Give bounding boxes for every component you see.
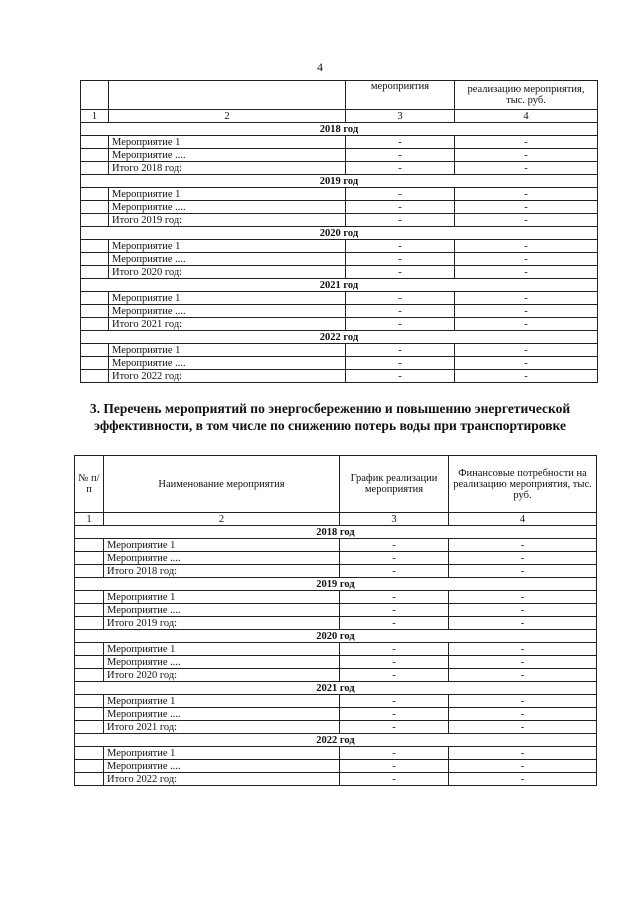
- cell-name: Итого 2019 год:: [104, 617, 340, 630]
- cell-name: Мероприятие ....: [104, 552, 340, 565]
- year-label: 2021 год: [75, 682, 597, 695]
- table-row: [81, 292, 598, 305]
- cell-number: [75, 539, 104, 552]
- cell-c3: -: [340, 747, 449, 760]
- cell-c3: -: [346, 305, 455, 318]
- cell-c4: -: [455, 188, 598, 201]
- cell-c3: -: [340, 552, 449, 565]
- cell-name: Мероприятие ....: [104, 604, 340, 617]
- table-row: [75, 695, 597, 708]
- column-number: 2: [109, 110, 346, 123]
- cell-name: Мероприятие 1: [104, 591, 340, 604]
- cell-name: Итого 2021 год:: [109, 318, 346, 331]
- cell-c4: -: [449, 669, 597, 682]
- column-number-row: [75, 513, 597, 526]
- table-row: [75, 643, 597, 656]
- table-row: [75, 617, 597, 630]
- cell-c4: -: [449, 643, 597, 656]
- cell-number: [75, 656, 104, 669]
- column-number: 1: [75, 513, 104, 526]
- cell-number: [75, 643, 104, 656]
- cell-name: Мероприятие 1: [109, 240, 346, 253]
- cell-name: Мероприятие 1: [109, 344, 346, 357]
- cell-name: Мероприятие ....: [109, 305, 346, 318]
- year-row: [75, 682, 597, 695]
- table-row: [75, 760, 597, 773]
- year-row: [81, 331, 598, 344]
- cell-name: Мероприятие ....: [104, 708, 340, 721]
- cell-number: [81, 136, 109, 149]
- cell-name: Мероприятие ....: [104, 760, 340, 773]
- table-row: [81, 214, 598, 227]
- table-row: [81, 149, 598, 162]
- cell-number: [81, 149, 109, 162]
- cell-c4: -: [455, 370, 598, 383]
- cell-c4: -: [455, 162, 598, 175]
- cell-c4: -: [455, 214, 598, 227]
- cell-name: Мероприятие 1: [104, 747, 340, 760]
- table-row: [81, 162, 598, 175]
- cell-name: Мероприятие ....: [109, 357, 346, 370]
- cell-c4: -: [449, 539, 597, 552]
- year-label: 2022 год: [75, 734, 597, 747]
- year-label: 2018 год: [75, 526, 597, 539]
- cell-c4: -: [455, 318, 598, 331]
- year-row: [81, 123, 598, 136]
- cell-name: Мероприятие 1: [109, 292, 346, 305]
- cell-c3: -: [340, 604, 449, 617]
- cell-name: Мероприятие 1: [104, 643, 340, 656]
- column-number: 3: [346, 110, 455, 123]
- cell-c3: -: [340, 721, 449, 734]
- table-row: [75, 773, 597, 786]
- year-row: [75, 630, 597, 643]
- header-cell: мероприятия: [346, 81, 455, 110]
- year-row: [75, 578, 597, 591]
- table-row: [75, 591, 597, 604]
- cell-c4: -: [455, 344, 598, 357]
- year-row: [81, 227, 598, 240]
- cell-c4: -: [449, 773, 597, 786]
- table-row: [75, 604, 597, 617]
- cell-number: [81, 188, 109, 201]
- cell-c3: -: [340, 539, 449, 552]
- events-table-2: [80, 80, 598, 383]
- cell-c4: -: [455, 266, 598, 279]
- year-row: [81, 175, 598, 188]
- cell-number: [81, 357, 109, 370]
- column-number: 3: [340, 513, 449, 526]
- cell-c3: -: [340, 656, 449, 669]
- year-label: 2018 год: [81, 123, 598, 136]
- cell-c4: -: [449, 695, 597, 708]
- cell-number: [81, 240, 109, 253]
- cell-name: Итого 2018 год:: [104, 565, 340, 578]
- cell-number: [75, 591, 104, 604]
- table-row: [81, 240, 598, 253]
- table-row: [81, 305, 598, 318]
- table-row: [81, 253, 598, 266]
- header-cell-schedule: График реализации мероприятия: [340, 456, 449, 513]
- table-header-row: [81, 81, 598, 110]
- cell-number: [81, 266, 109, 279]
- cell-c3: -: [340, 617, 449, 630]
- year-label: 2022 год: [81, 331, 598, 344]
- cell-c3: -: [346, 253, 455, 266]
- table-row: [75, 539, 597, 552]
- cell-number: [75, 773, 104, 786]
- cell-c3: -: [346, 214, 455, 227]
- cell-c3: -: [340, 591, 449, 604]
- cell-c4: -: [455, 136, 598, 149]
- cell-name: Итого 2021 год:: [104, 721, 340, 734]
- cell-c3: -: [346, 370, 455, 383]
- cell-c4: -: [449, 760, 597, 773]
- year-row: [81, 279, 598, 292]
- cell-name: Мероприятие 1: [109, 188, 346, 201]
- section-title: 3. Перечень мероприятий по энергосбережению и повышению энергетической эффективности, в том числе по снижению потерь воды при транспортировке: [89, 401, 571, 433]
- cell-name: Мероприятие ....: [104, 656, 340, 669]
- header-cell: [109, 81, 346, 110]
- cell-c3: -: [346, 357, 455, 370]
- cell-number: [75, 708, 104, 721]
- cell-name: Мероприятие ....: [109, 253, 346, 266]
- cell-number: [75, 565, 104, 578]
- table-row: [75, 565, 597, 578]
- cell-name: Итого 2020 год:: [104, 669, 340, 682]
- table-row: [81, 357, 598, 370]
- cell-c3: -: [346, 240, 455, 253]
- table-row: [81, 370, 598, 383]
- cell-c4: -: [449, 708, 597, 721]
- cell-name: Мероприятие ....: [109, 149, 346, 162]
- cell-name: Мероприятие 1: [109, 136, 346, 149]
- cell-number: [81, 305, 109, 318]
- cell-c3: -: [346, 162, 455, 175]
- table-row: [81, 201, 598, 214]
- cell-c3: -: [340, 708, 449, 721]
- cell-name: Мероприятие 1: [104, 539, 340, 552]
- table-row: [75, 708, 597, 721]
- cell-c4: -: [449, 552, 597, 565]
- table-row: [75, 721, 597, 734]
- header-cell: [81, 81, 109, 110]
- cell-c4: -: [449, 617, 597, 630]
- cell-name: Итого 2019 год:: [109, 214, 346, 227]
- year-row: [75, 526, 597, 539]
- cell-name: Мероприятие 1: [104, 695, 340, 708]
- cell-c4: -: [455, 253, 598, 266]
- cell-c4: -: [449, 565, 597, 578]
- cell-number: [75, 695, 104, 708]
- table-row: [81, 266, 598, 279]
- energy-saving-events-table: [74, 455, 597, 786]
- cell-number: [75, 721, 104, 734]
- header-cell-name: Наименование мероприятия: [104, 456, 340, 513]
- cell-number: [81, 318, 109, 331]
- cell-c4: -: [455, 240, 598, 253]
- cell-c3: -: [346, 266, 455, 279]
- column-number-row: [81, 110, 598, 123]
- year-label: 2021 год: [81, 279, 598, 292]
- cell-c4: -: [449, 656, 597, 669]
- cell-c3: -: [340, 695, 449, 708]
- header-cell: реализацию мероприятия, тыс. руб.: [455, 81, 598, 110]
- cell-number: [75, 747, 104, 760]
- cell-number: [81, 162, 109, 175]
- cell-c3: -: [346, 201, 455, 214]
- cell-number: [75, 669, 104, 682]
- cell-c4: -: [449, 747, 597, 760]
- cell-c3: -: [340, 760, 449, 773]
- cell-c4: -: [449, 604, 597, 617]
- cell-c3: -: [346, 188, 455, 201]
- table-row: [75, 747, 597, 760]
- cell-name: Итого 2020 год:: [109, 266, 346, 279]
- cell-c3: -: [346, 318, 455, 331]
- column-number: 4: [449, 513, 597, 526]
- cell-name: Итого 2018 год:: [109, 162, 346, 175]
- table-row: [75, 656, 597, 669]
- cell-number: [75, 617, 104, 630]
- cell-number: [75, 760, 104, 773]
- page-number: 4: [317, 60, 323, 74]
- cell-name: Мероприятие ....: [109, 201, 346, 214]
- cell-c3: -: [346, 149, 455, 162]
- column-number: 4: [455, 110, 598, 123]
- table-row: [81, 136, 598, 149]
- cell-number: [81, 201, 109, 214]
- cell-name: Итого 2022 год:: [104, 773, 340, 786]
- cell-c4: -: [455, 357, 598, 370]
- cell-number: [81, 292, 109, 305]
- table-row: [81, 318, 598, 331]
- table-row: [81, 344, 598, 357]
- column-number: 2: [104, 513, 340, 526]
- cell-c3: -: [340, 565, 449, 578]
- cell-c3: -: [340, 669, 449, 682]
- year-label: 2019 год: [75, 578, 597, 591]
- cell-number: [75, 604, 104, 617]
- cell-c3: -: [340, 773, 449, 786]
- cell-c3: -: [346, 136, 455, 149]
- cell-c4: -: [455, 305, 598, 318]
- year-label: 2020 год: [81, 227, 598, 240]
- header-cell-finance: Финансовые потребности на реализацию мероприятия, тыс. руб.: [449, 456, 597, 513]
- cell-c3: -: [340, 643, 449, 656]
- cell-number: [81, 370, 109, 383]
- cell-c4: -: [449, 721, 597, 734]
- header-cell-number: № п/п: [75, 456, 104, 513]
- table-header-row: [75, 456, 597, 513]
- cell-c4: -: [455, 149, 598, 162]
- cell-name: Итого 2022 год:: [109, 370, 346, 383]
- cell-number: [81, 214, 109, 227]
- cell-c4: -: [455, 292, 598, 305]
- column-number: 1: [81, 110, 109, 123]
- cell-number: [81, 253, 109, 266]
- year-label: 2020 год: [75, 630, 597, 643]
- cell-number: [81, 344, 109, 357]
- cell-c3: -: [346, 344, 455, 357]
- table-row: [75, 669, 597, 682]
- table-row: [81, 188, 598, 201]
- cell-c4: -: [449, 591, 597, 604]
- table-row: [75, 552, 597, 565]
- cell-number: [75, 552, 104, 565]
- year-label: 2019 год: [81, 175, 598, 188]
- cell-c3: -: [346, 292, 455, 305]
- year-row: [75, 734, 597, 747]
- cell-c4: -: [455, 201, 598, 214]
